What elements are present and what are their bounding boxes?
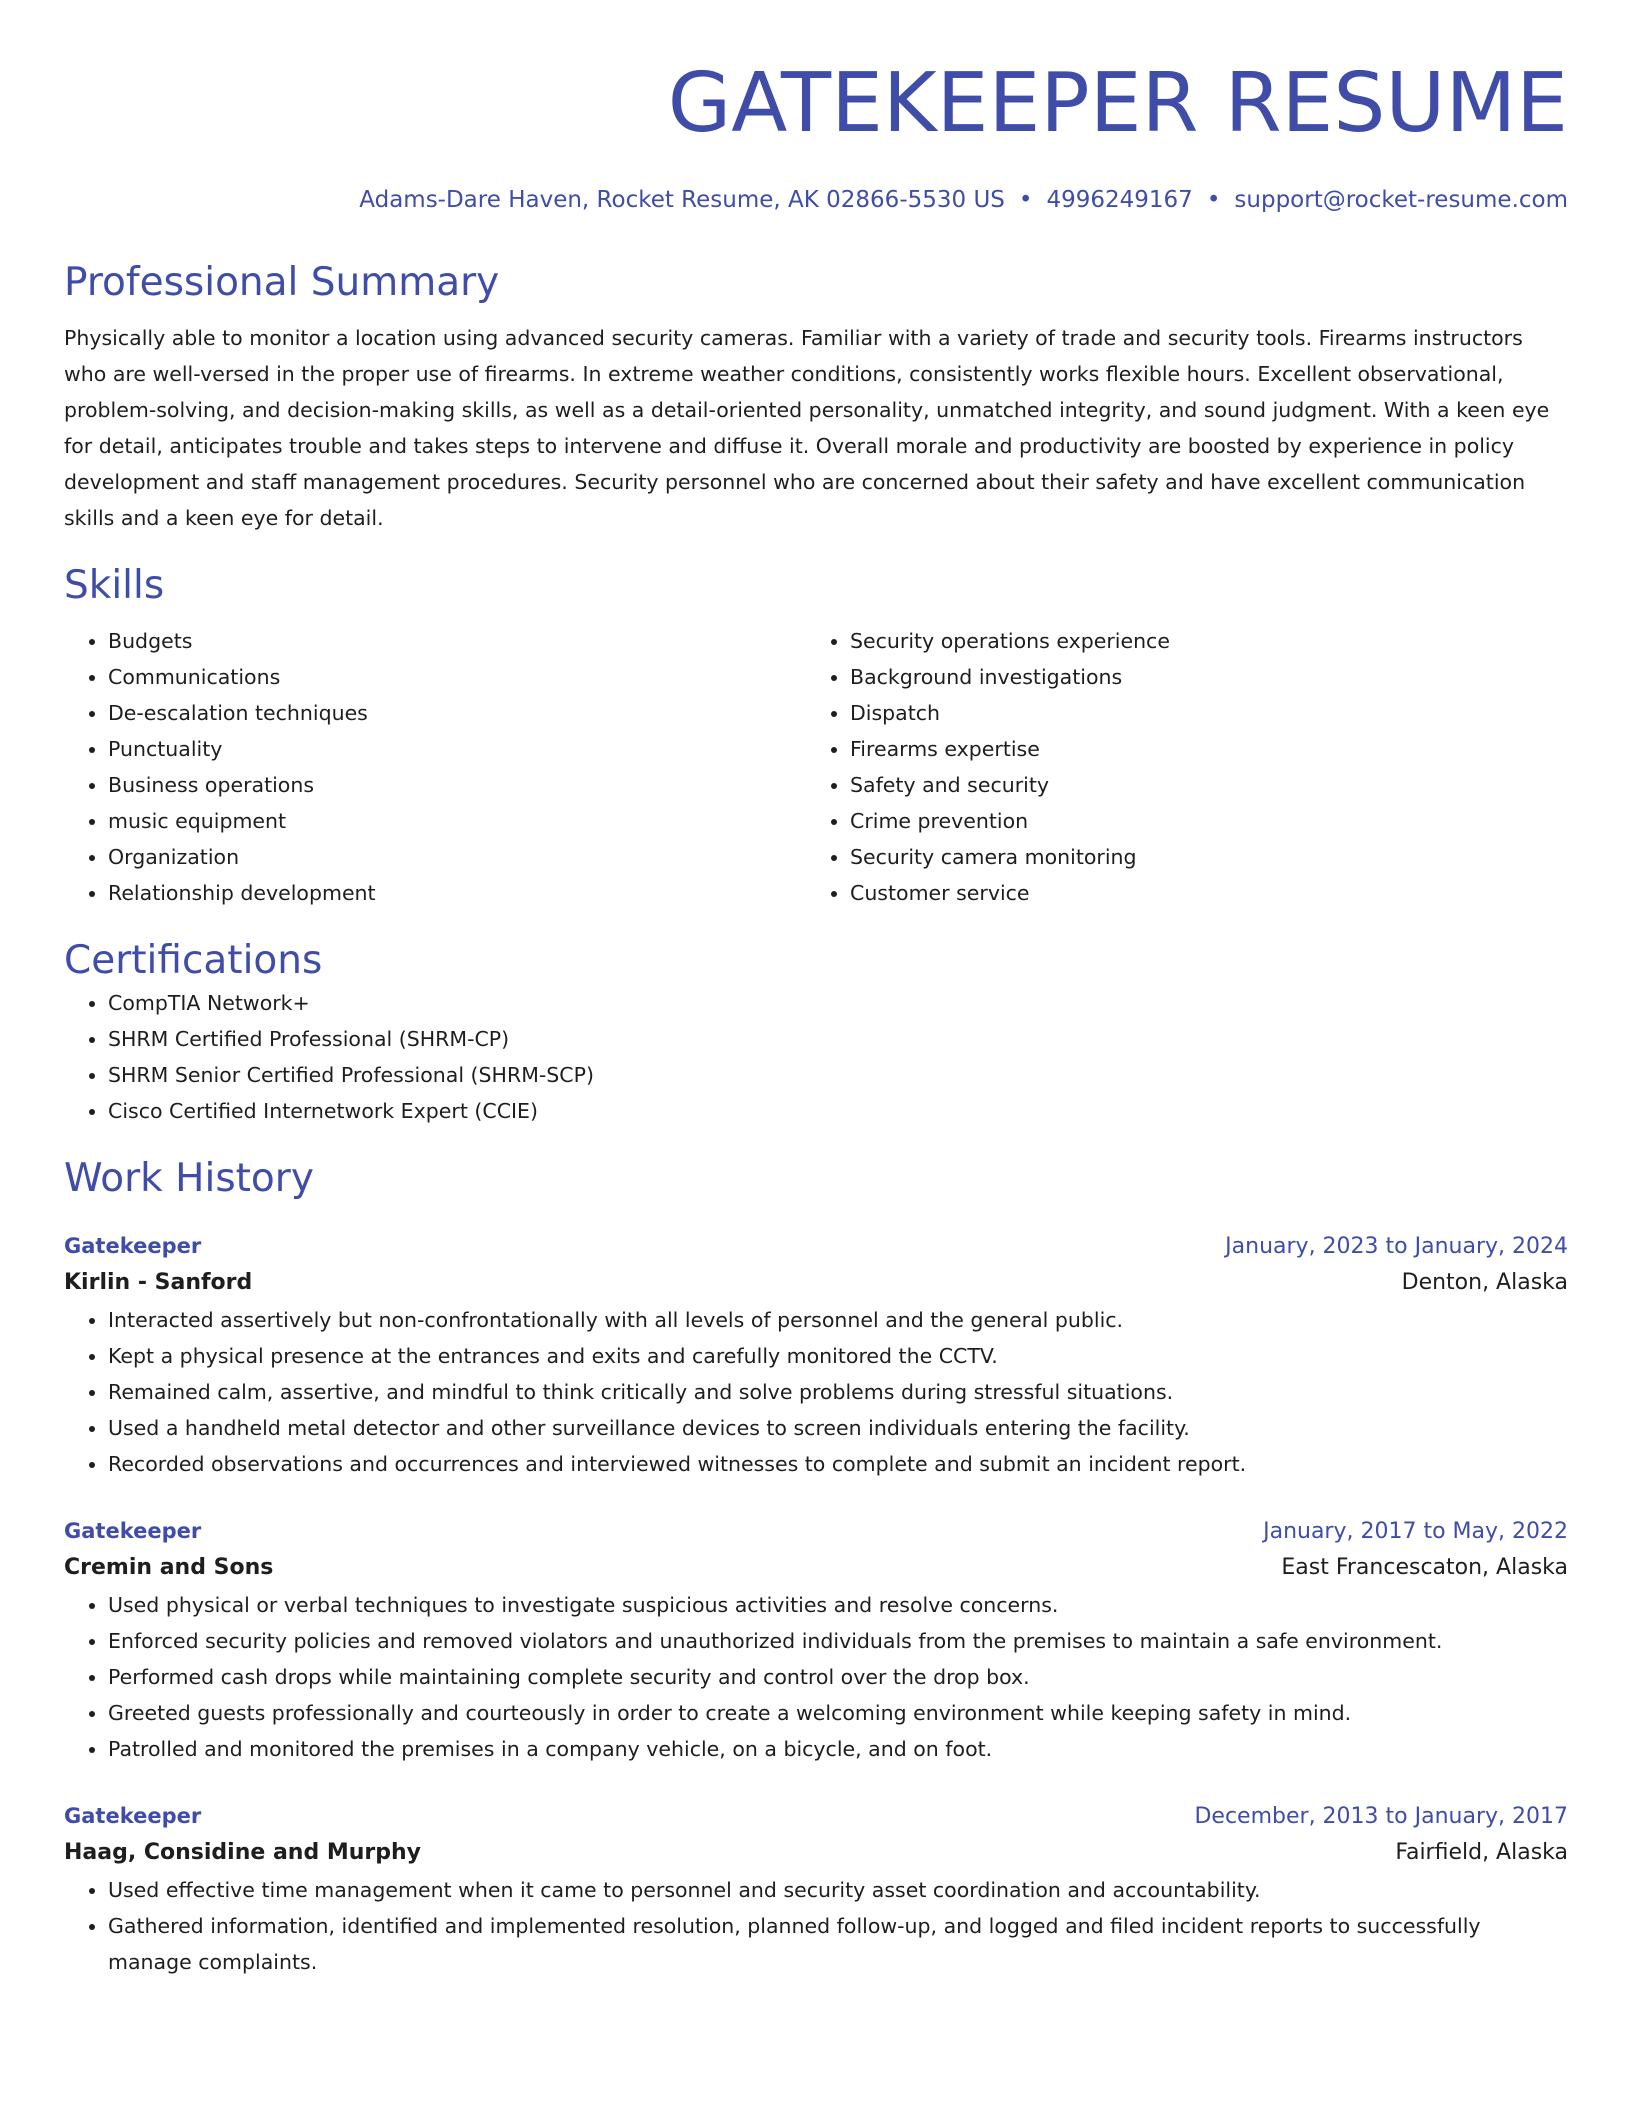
skill-item: • Relationship development <box>108 875 806 911</box>
resume-title: GATEKEEPER RESUME <box>667 56 1568 151</box>
certification-item: • CompTIA Network+ <box>108 985 1568 1021</box>
job-company-row <box>64 1549 1568 1587</box>
contact-separator: • <box>1018 187 1033 213</box>
job-dates: January, 2023 to January, 2024 <box>1225 1234 1568 1259</box>
skill-item: • Crime prevention <box>850 803 1548 839</box>
job-dates: January, 2017 to May, 2022 <box>1263 1519 1568 1544</box>
skill-item: • Security operations experience <box>850 623 1548 659</box>
contact-address: Adams-Dare Haven, Rocket Resume, AK 02866-5530 US <box>359 187 1005 213</box>
job-duties-list <box>64 1587 1568 1767</box>
skill-item: • Business operations <box>108 767 806 803</box>
contact-phone: 4996249167 <box>1046 187 1193 213</box>
job-title-row <box>64 1799 1568 1834</box>
resume-page <box>64 0 1568 1980</box>
job-title: Gatekeeper <box>64 1804 202 1828</box>
job-duties-list <box>64 1302 1568 1482</box>
skills-list-left <box>64 623 806 911</box>
certifications-heading: Certifications <box>64 938 323 983</box>
job-entry <box>64 1229 1568 1482</box>
skill-item: • Punctuality <box>108 731 806 767</box>
job-duty: • Enforced security policies and removed violators and unauthorized individuals from the premises to maintain a safe environment. <box>108 1623 1568 1659</box>
skill-item: • De-escalation techniques <box>108 695 806 731</box>
skill-item: • Firearms expertise <box>850 731 1548 767</box>
skills-list-right <box>806 623 1548 911</box>
job-location: East Francescaton, Alaska <box>1281 1555 1568 1580</box>
certification-item: • SHRM Senior Certified Professional (SHRM-SCP) <box>108 1057 1568 1093</box>
job-duty: • Used effective time management when it came to personnel and security asset coordination and accountability. <box>108 1872 1568 1908</box>
job-title: Gatekeeper <box>64 1519 202 1543</box>
job-duty: • Recorded observations and occurrences and interviewed witnesses to complete and submit an incident report. <box>108 1446 1568 1482</box>
job-entry <box>64 1514 1568 1767</box>
job-entry <box>64 1799 1568 1980</box>
job-duty: • Used physical or verbal techniques to investigate suspicious activities and resolve concerns. <box>108 1587 1568 1623</box>
job-title-row <box>64 1229 1568 1264</box>
job-duty: • Greeted guests professionally and courteously in order to create a welcoming environment while keeping safety in mind. <box>108 1695 1568 1731</box>
job-title: Gatekeeper <box>64 1234 202 1258</box>
summary-heading: Professional Summary <box>64 260 500 305</box>
work-history-heading: Work History <box>64 1156 314 1201</box>
skill-item: • Communications <box>108 659 806 695</box>
contact-separator: • <box>1206 187 1221 213</box>
skill-item: • Organization <box>108 839 806 875</box>
job-company-row <box>64 1834 1568 1872</box>
contact-email: support@rocket-resume.com <box>1234 187 1568 213</box>
summary-text: Physically able to monitor a location using advanced security cameras. Familiar with a variety of trade and security tools. Firearms instructors who are well-versed in the proper use of firearms. In extreme weather conditions, consistently works flexible hours. Excellent observational, problem-solving, and decision-making skills, as well as a detail-oriented personality, unmatched integrity, and sound judgment. With a keen eye for detail, anticipates trouble and takes steps to intervene and diffuse it. Overall morale and productivity are boosted by experience in policy development and staff management procedures. Security personnel who are concerned about their safety and have excellent communication skills and a keen eye for detail. <box>64 326 1550 530</box>
skill-item: • music equipment <box>108 803 806 839</box>
contact-line <box>64 185 1568 215</box>
job-duty: • Gathered information, identified and implemented resolution, planned follow-up, and logged and filed incident reports to successfully manage complaints. <box>108 1908 1568 1980</box>
job-company: Kirlin - Sanford <box>64 1270 253 1295</box>
skills-heading: Skills <box>64 563 165 608</box>
certification-item: • Cisco Certified Internetwork Expert (CCIE) <box>108 1093 1568 1129</box>
job-company: Cremin and Sons <box>64 1555 274 1580</box>
job-location: Denton, Alaska <box>1401 1270 1568 1295</box>
job-company-row <box>64 1264 1568 1302</box>
skill-item: • Safety and security <box>850 767 1548 803</box>
job-duty: • Kept a physical presence at the entrances and exits and carefully monitored the CCTV. <box>108 1338 1568 1374</box>
job-duty: • Patrolled and monitored the premises in a company vehicle, on a bicycle, and on foot. <box>108 1731 1568 1767</box>
job-duty: • Interacted assertively but non-confrontationally with all levels of personnel and the general public. <box>108 1302 1568 1338</box>
skill-item: • Dispatch <box>850 695 1548 731</box>
skill-item: • Background investigations <box>850 659 1548 695</box>
job-duty: • Used a handheld metal detector and other surveillance devices to screen individuals entering the facility. <box>108 1410 1568 1446</box>
certification-item: • SHRM Certified Professional (SHRM-CP) <box>108 1021 1568 1057</box>
job-dates: December, 2013 to January, 2017 <box>1194 1804 1568 1829</box>
job-title-row <box>64 1514 1568 1549</box>
skill-item: • Security camera monitoring <box>850 839 1548 875</box>
skills-grid <box>64 623 1568 911</box>
skill-item: • Customer service <box>850 875 1548 911</box>
job-duties-list <box>64 1872 1568 1980</box>
job-location: Fairfield, Alaska <box>1395 1840 1568 1865</box>
job-duty: • Performed cash drops while maintaining complete security and control over the drop box. <box>108 1659 1568 1695</box>
certifications-list <box>64 985 1568 1129</box>
job-duty: • Remained calm, assertive, and mindful to think critically and solve problems during stressful situations. <box>108 1374 1568 1410</box>
job-company: Haag, Considine and Murphy <box>64 1840 422 1865</box>
skill-item: • Budgets <box>108 623 806 659</box>
